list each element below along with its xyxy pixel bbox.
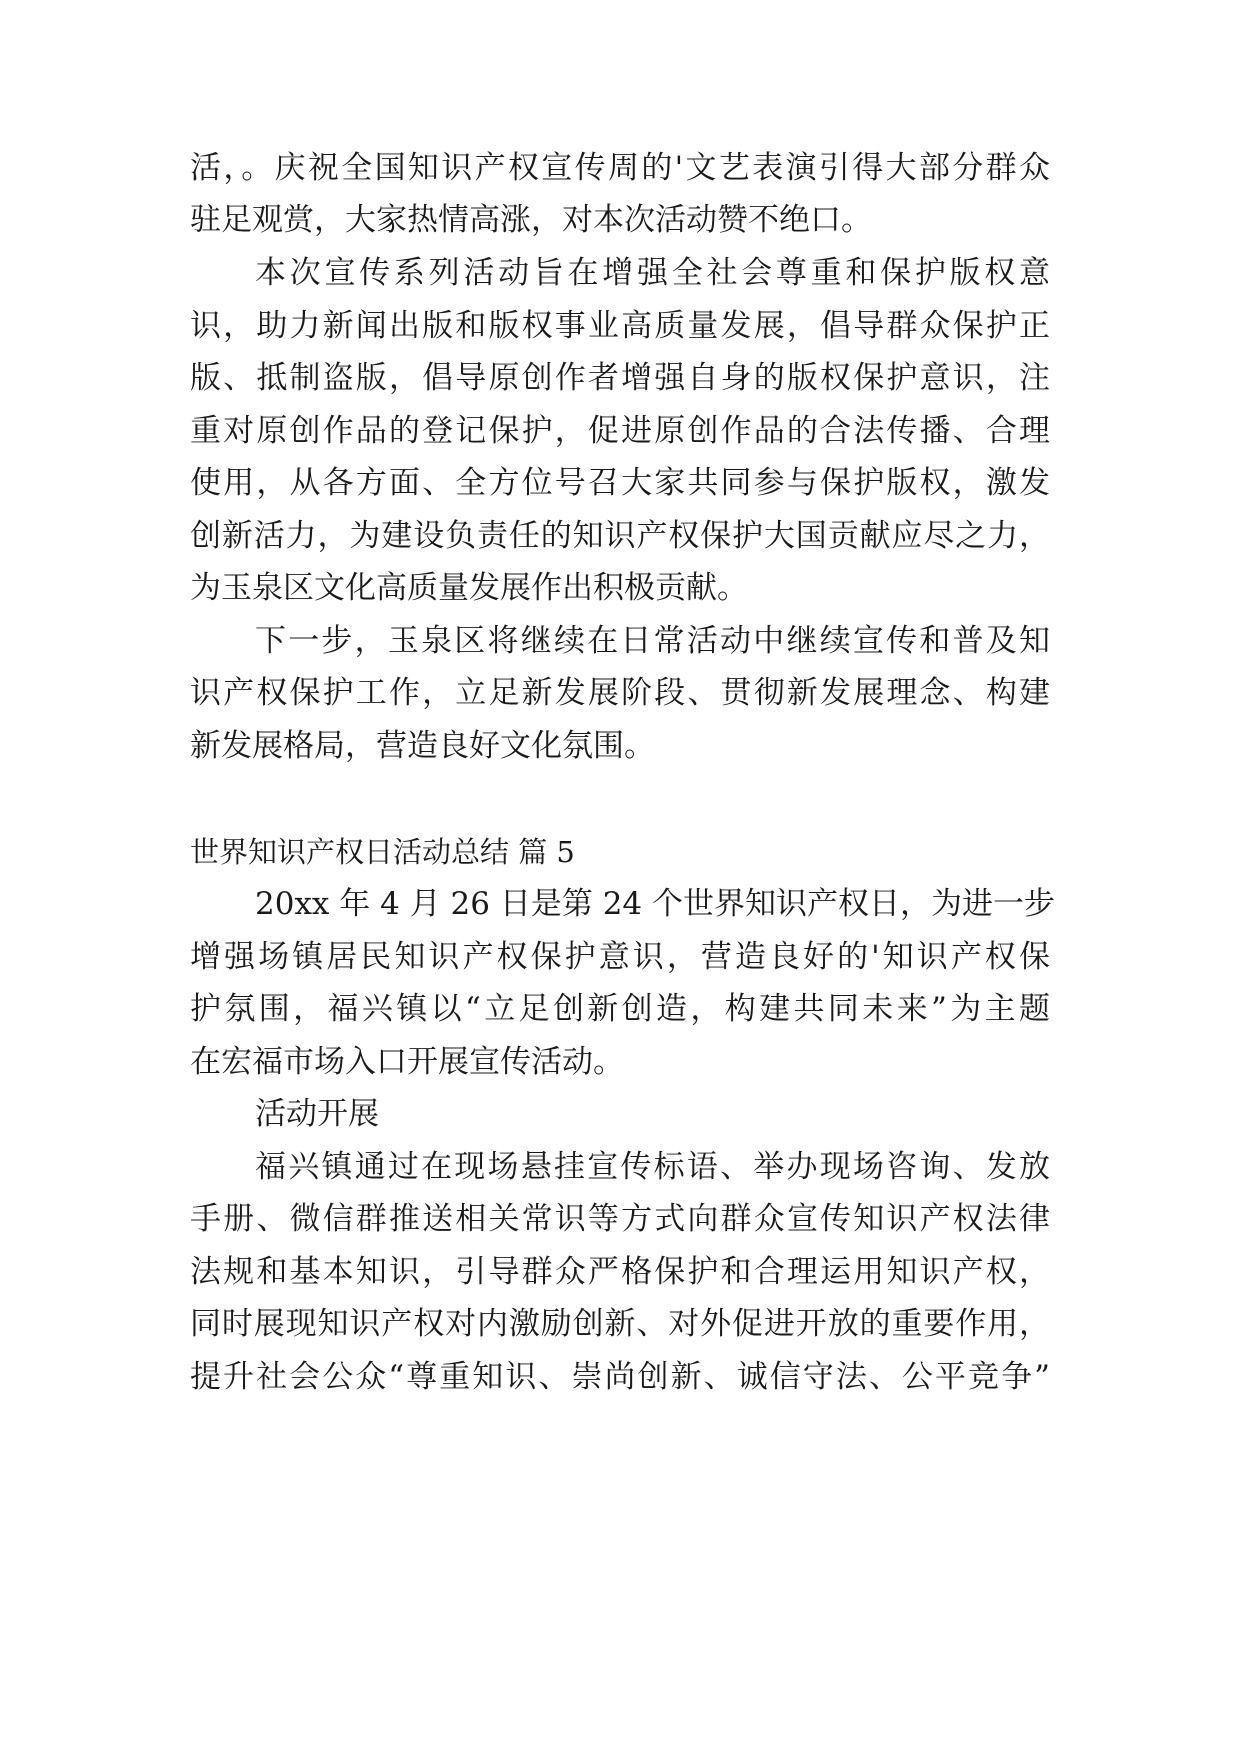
text-line: 手册、微信群推送相关常识等方式向群众宣传知识产权法律 [190, 1201, 1050, 1237]
section-heading: 世界知识产权日活动总结 篇 5 [190, 835, 575, 869]
text-line: 在宏福市场入口开展宣传活动。 [190, 1044, 624, 1080]
text-line: 为玉泉区文化高质量发展作出积极贡献。 [190, 570, 748, 606]
text-line: 增强场镇居民知识产权保护意识，营造良好的'知识产权保 [190, 939, 1050, 975]
text-line: 使用，从各方面、全方位号召大家共同参与保护版权，激发 [190, 465, 1050, 501]
text-line: 创新活力，为建设负责任的知识产权保护大国贡献应尽之力， [190, 518, 1050, 554]
text-line: 重对原创作品的登记保护，促进原创作品的合法传播、合理 [190, 413, 1050, 449]
text-line: 版、抵制盗版，倡导原创作者增强自身的版权保护意识，注 [190, 360, 1050, 396]
text-line: 下一步，玉泉区将继续在日常活动中继续宣传和普及知 [255, 623, 1050, 659]
text-line: 识，助力新闻出版和版权事业高质量发展，倡导群众保护正 [190, 308, 1050, 344]
text-line: 本次宣传系列活动旨在增强全社会尊重和保护版权意 [255, 255, 1050, 291]
text-line: 20xx 年 4 月 26 日是第 24 个世界知识产权日，为进一步 [255, 886, 1056, 922]
text-line: 驻足观赏，大家热情高涨，对本次活动赞不绝口。 [190, 202, 872, 238]
text-line: 护氛围，福兴镇以“立足创新创造，构建共同未来”为主题 [190, 991, 1050, 1027]
text-line: 同时展现知识产权对内激励创新、对外促进开放的重要作用， [190, 1306, 1050, 1342]
text-line: 活，。庆祝全国知识产权宣传周的'文艺表演引得大部分群众 [190, 150, 1050, 186]
subheading: 活动开展 [255, 1096, 379, 1132]
text-line: 法规和基本知识，引导群众严格保护和合理运用知识产权， [190, 1254, 1050, 1290]
text-line: 识产权保护工作，立足新发展阶段、贯彻新发展理念、构建 [190, 675, 1050, 711]
text-line: 提升社会公众“尊重知识、崇尚创新、诚信守法、公平竞争” [190, 1359, 1050, 1395]
text-line: 新发展格局，营造良好文化氛围。 [190, 728, 655, 764]
text-line: 福兴镇通过在现场悬挂宣传标语、举办现场咨询、发放 [255, 1149, 1050, 1185]
